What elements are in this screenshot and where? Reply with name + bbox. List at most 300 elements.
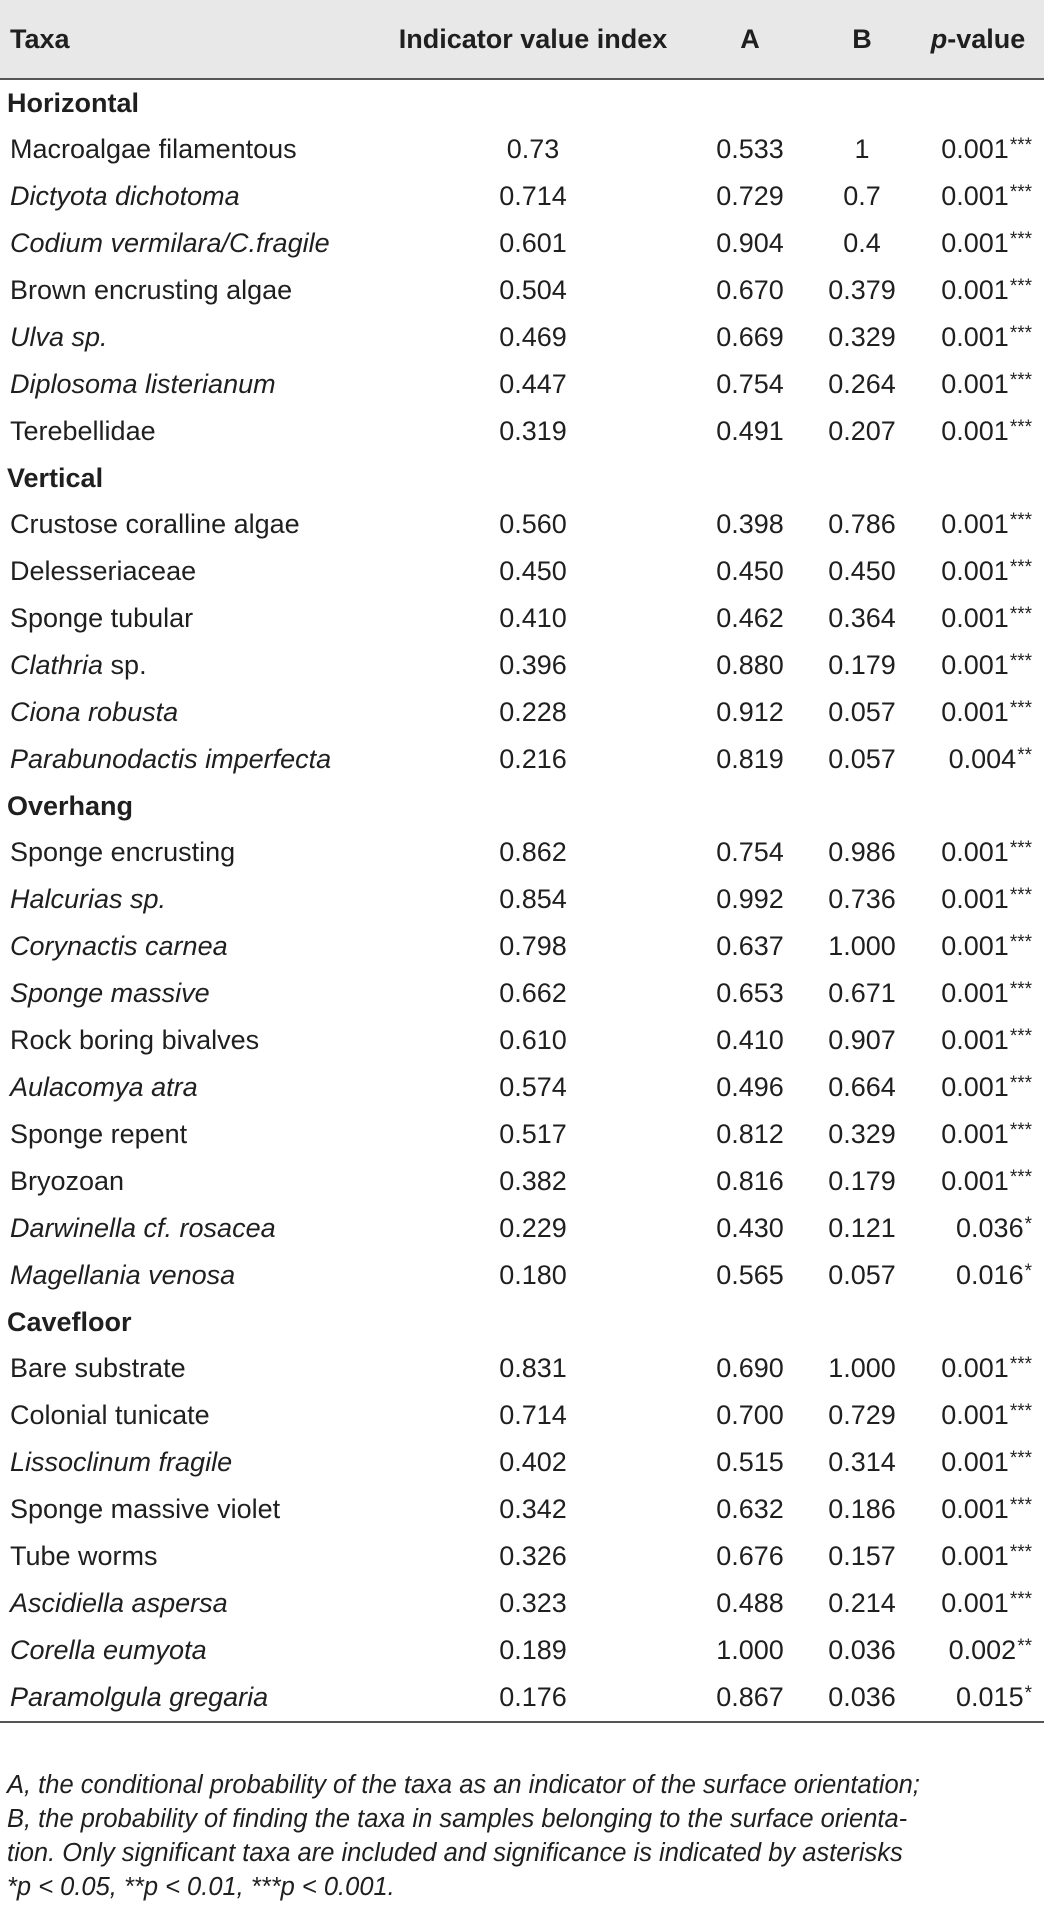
table-row bbox=[0, 970, 1044, 1017]
taxa-name: Sponge tubular bbox=[10, 603, 194, 633]
b-cell: 0.786 bbox=[828, 509, 896, 539]
significance-stars: ** bbox=[1017, 745, 1032, 766]
p-value: 0.001 bbox=[941, 978, 1009, 1008]
b-cell: 0.036 bbox=[828, 1635, 896, 1665]
p-value: 0.001 bbox=[941, 931, 1009, 961]
taxa-cell bbox=[0, 1533, 378, 1580]
b-cell: 1.000 bbox=[828, 931, 896, 961]
significance-stars: *** bbox=[1009, 370, 1032, 391]
table-row bbox=[0, 1111, 1044, 1158]
p-value-cell bbox=[912, 1252, 1044, 1299]
table-row bbox=[0, 173, 1044, 220]
ivi-cell: 0.601 bbox=[499, 228, 567, 258]
significance-stars: *** bbox=[1009, 1073, 1032, 1094]
b-cell: 0.671 bbox=[828, 978, 896, 1008]
p-value: 0.004 bbox=[948, 744, 1017, 774]
a-cell: 0.450 bbox=[716, 556, 784, 586]
a-cell: 0.700 bbox=[716, 1400, 784, 1430]
significance-stars: *** bbox=[1009, 604, 1032, 625]
header-b: B bbox=[812, 0, 912, 79]
a-cell: 0.690 bbox=[716, 1353, 784, 1383]
ivi-cell: 0.662 bbox=[499, 978, 567, 1008]
taxa-name: Ulva sp. bbox=[10, 322, 108, 352]
b-cell: 0.264 bbox=[828, 369, 896, 399]
ivi-cell: 0.574 bbox=[499, 1072, 567, 1102]
table-row bbox=[0, 642, 1044, 689]
taxa-name: Terebellidae bbox=[10, 416, 156, 446]
p-value: 0.001 bbox=[941, 1119, 1009, 1149]
ivi-cell: 0.189 bbox=[499, 1635, 567, 1665]
taxa-cell bbox=[0, 829, 378, 876]
a-cell: 0.904 bbox=[716, 228, 784, 258]
table-row bbox=[0, 1017, 1044, 1064]
taxa-cell bbox=[0, 689, 378, 736]
p-value-cell bbox=[912, 408, 1044, 455]
a-cell: 0.812 bbox=[716, 1119, 784, 1149]
a-cell: 0.729 bbox=[716, 181, 784, 211]
taxa-cell bbox=[0, 595, 378, 642]
ivi-cell: 0.714 bbox=[499, 1400, 567, 1430]
taxa-name: Aulacomya atra bbox=[10, 1072, 198, 1102]
b-cell: 0.214 bbox=[828, 1588, 896, 1618]
footnote-line-3: tion. Only significant taxa are included and significance is indicated by asterisks bbox=[7, 1839, 903, 1867]
b-cell: 0.729 bbox=[828, 1400, 896, 1430]
significance-stars: *** bbox=[1009, 1401, 1032, 1422]
significance-stars: * bbox=[1024, 1214, 1032, 1235]
taxa-name: Corella eumyota bbox=[10, 1635, 207, 1665]
significance-stars: ** bbox=[1017, 1636, 1032, 1657]
header-a: A bbox=[688, 0, 812, 79]
taxa-name: Brown encrusting algae bbox=[10, 275, 293, 305]
ivi-cell: 0.610 bbox=[499, 1025, 567, 1055]
significance-stars: * bbox=[1024, 1683, 1032, 1704]
taxa-cell bbox=[0, 1017, 378, 1064]
table-row bbox=[0, 361, 1044, 408]
table-row bbox=[0, 501, 1044, 548]
b-cell: 0.329 bbox=[828, 322, 896, 352]
section-row-vertical bbox=[0, 455, 1044, 501]
a-cell: 0.430 bbox=[716, 1213, 784, 1243]
table-row bbox=[0, 548, 1044, 595]
taxa-cell bbox=[0, 126, 378, 173]
p-value-cell bbox=[912, 1205, 1044, 1252]
taxa-cell bbox=[0, 173, 378, 220]
table-row bbox=[0, 1158, 1044, 1205]
p-value: 0.001 bbox=[941, 1025, 1009, 1055]
significance-stars: *** bbox=[1009, 1354, 1032, 1375]
p-value-cell bbox=[912, 267, 1044, 314]
table-body bbox=[0, 79, 1044, 1722]
taxa-cell bbox=[0, 970, 378, 1017]
ivi-cell: 0.450 bbox=[499, 556, 567, 586]
taxa-cell bbox=[0, 1627, 378, 1674]
taxa-cell bbox=[0, 1205, 378, 1252]
section-title: Overhang bbox=[7, 790, 134, 821]
taxa-cell bbox=[0, 1674, 378, 1722]
taxa-cell bbox=[0, 1392, 378, 1439]
p-value: 0.001 bbox=[941, 603, 1009, 633]
significance-stars: *** bbox=[1009, 417, 1032, 438]
p-value: 0.001 bbox=[941, 697, 1009, 727]
table-row bbox=[0, 1486, 1044, 1533]
p-value-cell bbox=[912, 361, 1044, 408]
p-value-cell bbox=[912, 642, 1044, 689]
taxa-cell bbox=[0, 548, 378, 595]
table-row bbox=[0, 829, 1044, 876]
p-value-cell bbox=[912, 1533, 1044, 1580]
p-value: 0.001 bbox=[941, 1447, 1009, 1477]
b-cell: 0.207 bbox=[828, 416, 896, 446]
p-value-cell bbox=[912, 173, 1044, 220]
p-value: 0.001 bbox=[941, 1166, 1009, 1196]
section-row-horizontal bbox=[0, 79, 1044, 126]
p-value-cell bbox=[912, 829, 1044, 876]
p-value: 0.001 bbox=[941, 509, 1009, 539]
table-row bbox=[0, 689, 1044, 736]
p-value: 0.001 bbox=[941, 837, 1009, 867]
p-value: 0.001 bbox=[941, 322, 1009, 352]
taxa-cell bbox=[0, 501, 378, 548]
a-cell: 0.912 bbox=[716, 697, 784, 727]
p-value: 0.001 bbox=[941, 884, 1009, 914]
ivi-cell: 0.323 bbox=[499, 1588, 567, 1618]
a-cell: 0.398 bbox=[716, 509, 784, 539]
taxa-name: Clathria bbox=[10, 650, 104, 680]
taxa-cell bbox=[0, 1064, 378, 1111]
b-cell: 0.736 bbox=[828, 884, 896, 914]
p-value-cell bbox=[912, 1158, 1044, 1205]
taxa-name: Ciona robusta bbox=[10, 697, 179, 727]
header-p-italic: p bbox=[930, 23, 948, 54]
b-cell: 0.4 bbox=[843, 228, 881, 258]
table-row bbox=[0, 1345, 1044, 1392]
b-cell: 0.157 bbox=[828, 1541, 896, 1571]
a-cell: 0.992 bbox=[716, 884, 784, 914]
b-cell: 1 bbox=[854, 134, 870, 164]
a-cell: 0.670 bbox=[716, 275, 784, 305]
ivi-cell: 0.382 bbox=[499, 1166, 567, 1196]
significance-stars: *** bbox=[1009, 885, 1032, 906]
p-value-cell bbox=[912, 548, 1044, 595]
taxa-name: Rock boring bivalves bbox=[10, 1025, 260, 1055]
table-row bbox=[0, 126, 1044, 173]
taxa-name: Sponge encrusting bbox=[10, 837, 236, 867]
taxa-cell bbox=[0, 267, 378, 314]
ivi-cell: 0.798 bbox=[499, 931, 567, 961]
b-cell: 0.121 bbox=[828, 1213, 896, 1243]
a-cell: 0.653 bbox=[716, 978, 784, 1008]
taxa-name: Crustose coralline algae bbox=[10, 509, 300, 539]
b-cell: 0.179 bbox=[828, 650, 896, 680]
a-cell: 0.496 bbox=[716, 1072, 784, 1102]
ivi-cell: 0.216 bbox=[499, 744, 567, 774]
table-row bbox=[0, 314, 1044, 361]
header-p-rest: -value bbox=[947, 23, 1026, 54]
ivi-cell: 0.180 bbox=[499, 1260, 567, 1290]
significance-stars: *** bbox=[1009, 557, 1032, 578]
ivi-cell: 0.229 bbox=[499, 1213, 567, 1243]
taxa-name: Diplosoma listerianum bbox=[10, 369, 276, 399]
taxa-cell bbox=[0, 1580, 378, 1627]
taxa-name: Darwinella cf. rosacea bbox=[10, 1213, 276, 1243]
a-cell: 0.533 bbox=[716, 134, 784, 164]
b-cell: 0.179 bbox=[828, 1166, 896, 1196]
table-row bbox=[0, 1580, 1044, 1627]
p-value: 0.015 bbox=[956, 1682, 1024, 1712]
p-value: 0.001 bbox=[941, 1494, 1009, 1524]
p-value: 0.001 bbox=[941, 650, 1009, 680]
ivi-cell: 0.176 bbox=[378, 1674, 688, 1722]
significance-stars: *** bbox=[1009, 1542, 1032, 1563]
significance-stars: *** bbox=[1009, 1495, 1032, 1516]
table-row bbox=[0, 1392, 1044, 1439]
ivi-cell: 0.560 bbox=[499, 509, 567, 539]
table-row bbox=[0, 876, 1044, 923]
table-footnote bbox=[7, 1768, 1037, 1904]
ivi-cell: 0.862 bbox=[499, 837, 567, 867]
ivi-cell: 0.854 bbox=[499, 884, 567, 914]
p-value: 0.001 bbox=[941, 556, 1009, 586]
p-value: 0.001 bbox=[941, 1072, 1009, 1102]
significance-stars: *** bbox=[1009, 1026, 1032, 1047]
p-value: 0.001 bbox=[941, 1400, 1009, 1430]
significance-stars: *** bbox=[1009, 1589, 1032, 1610]
a-cell: 0.488 bbox=[716, 1588, 784, 1618]
a-cell: 0.816 bbox=[716, 1166, 784, 1196]
p-value-cell bbox=[912, 1486, 1044, 1533]
p-value-cell bbox=[912, 1580, 1044, 1627]
a-cell: 0.819 bbox=[716, 744, 784, 774]
a-cell: 0.867 bbox=[688, 1674, 812, 1722]
taxa-name: Halcurias sp. bbox=[10, 884, 167, 914]
ivi-cell: 0.396 bbox=[499, 650, 567, 680]
table-row bbox=[0, 1533, 1044, 1580]
significance-stars: *** bbox=[1009, 979, 1032, 1000]
a-cell: 0.462 bbox=[716, 603, 784, 633]
p-value: 0.001 bbox=[941, 275, 1009, 305]
b-cell: 0.379 bbox=[828, 275, 896, 305]
b-cell: 0.450 bbox=[828, 556, 896, 586]
b-cell: 0.057 bbox=[828, 1260, 896, 1290]
ivi-cell: 0.714 bbox=[499, 181, 567, 211]
taxa-name: Codium vermilara/C.fragile bbox=[10, 228, 330, 258]
taxa-name: Lissoclinum fragile bbox=[10, 1447, 233, 1477]
p-value-cell bbox=[912, 220, 1044, 267]
p-value-cell bbox=[912, 314, 1044, 361]
p-value: 0.001 bbox=[941, 1588, 1009, 1618]
a-cell: 0.754 bbox=[716, 369, 784, 399]
a-cell: 0.565 bbox=[716, 1260, 784, 1290]
taxa-cell bbox=[0, 1439, 378, 1486]
ivi-cell: 0.469 bbox=[499, 322, 567, 352]
p-value-cell bbox=[912, 1674, 1044, 1722]
taxa-name: Macroalgae filamentous bbox=[10, 134, 297, 164]
p-value: 0.001 bbox=[941, 416, 1009, 446]
p-value: 0.001 bbox=[941, 181, 1009, 211]
significance-stars: *** bbox=[1009, 276, 1032, 297]
a-cell: 0.410 bbox=[716, 1025, 784, 1055]
section-title: Cavefloor bbox=[7, 1306, 132, 1337]
p-value: 0.001 bbox=[941, 134, 1009, 164]
taxa-cell bbox=[0, 1345, 378, 1392]
ivi-cell: 0.73 bbox=[506, 134, 560, 164]
taxa-cell bbox=[0, 408, 378, 455]
significance-stars: *** bbox=[1009, 932, 1032, 953]
section-row-overhang bbox=[0, 783, 1044, 829]
a-cell: 0.880 bbox=[716, 650, 784, 680]
p-value: 0.016 bbox=[956, 1260, 1024, 1290]
p-value-cell bbox=[912, 1392, 1044, 1439]
ivi-cell: 0.831 bbox=[499, 1353, 567, 1383]
p-value-cell bbox=[912, 689, 1044, 736]
table-row bbox=[0, 408, 1044, 455]
ivi-cell: 0.319 bbox=[499, 416, 567, 446]
ivi-cell: 0.517 bbox=[499, 1119, 567, 1149]
significance-stars: *** bbox=[1009, 135, 1032, 156]
taxa-cell bbox=[0, 1111, 378, 1158]
a-cell: 0.637 bbox=[716, 931, 784, 961]
ivi-cell: 0.410 bbox=[499, 603, 567, 633]
taxa-name: Bare substrate bbox=[10, 1353, 186, 1383]
taxa-name: Colonial tunicate bbox=[10, 1400, 210, 1430]
table-row bbox=[0, 595, 1044, 642]
p-value-cell bbox=[912, 970, 1044, 1017]
section-title: Horizontal bbox=[7, 87, 139, 118]
taxa-cell bbox=[0, 923, 378, 970]
p-value: 0.001 bbox=[941, 228, 1009, 258]
table-row bbox=[0, 736, 1044, 783]
significance-stars: *** bbox=[1009, 229, 1032, 250]
taxa-name: Paramolgula gregaria bbox=[10, 1682, 269, 1712]
a-cell: 0.491 bbox=[716, 416, 784, 446]
b-cell: 0.057 bbox=[828, 744, 896, 774]
taxa-name: Sponge repent bbox=[10, 1119, 188, 1149]
taxa-cell bbox=[0, 736, 378, 783]
p-value-cell bbox=[912, 923, 1044, 970]
significance-stars: *** bbox=[1009, 651, 1032, 672]
p-value-cell bbox=[912, 1627, 1044, 1674]
a-cell: 1.000 bbox=[716, 1635, 784, 1665]
p-value-cell bbox=[912, 1345, 1044, 1392]
taxa-name: Sponge massive violet bbox=[10, 1494, 281, 1524]
a-cell: 0.754 bbox=[716, 837, 784, 867]
a-cell: 0.669 bbox=[716, 322, 784, 352]
ivi-cell: 0.447 bbox=[499, 369, 567, 399]
taxa-suffix: sp. bbox=[103, 650, 147, 680]
taxa-name: Dictyota dichotoma bbox=[10, 181, 240, 211]
table-row bbox=[0, 220, 1044, 267]
p-value: 0.001 bbox=[941, 1541, 1009, 1571]
b-cell: 1.000 bbox=[828, 1353, 896, 1383]
table-row bbox=[0, 1064, 1044, 1111]
header-row bbox=[0, 0, 1044, 79]
p-value-cell bbox=[912, 126, 1044, 173]
taxa-cell bbox=[0, 314, 378, 361]
p-value-cell bbox=[912, 1064, 1044, 1111]
ivi-cell: 0.228 bbox=[499, 697, 567, 727]
p-value-cell bbox=[912, 1111, 1044, 1158]
header-taxa: Taxa bbox=[0, 0, 378, 79]
taxa-name: Delesseriaceae bbox=[10, 556, 197, 586]
table-row bbox=[0, 1674, 1044, 1722]
b-cell: 0.329 bbox=[828, 1119, 896, 1149]
p-value-cell bbox=[912, 1017, 1044, 1064]
significance-stars: *** bbox=[1009, 698, 1032, 719]
taxa-name: Parabunodactis imperfecta bbox=[10, 744, 332, 774]
significance-stars: *** bbox=[1009, 1167, 1032, 1188]
p-value: 0.001 bbox=[941, 1353, 1009, 1383]
b-cell: 0.986 bbox=[828, 837, 896, 867]
significance-stars: *** bbox=[1009, 1448, 1032, 1469]
significance-stars: * bbox=[1024, 1261, 1032, 1282]
table-row bbox=[0, 923, 1044, 970]
significance-stars: *** bbox=[1009, 182, 1032, 203]
ivi-cell: 0.402 bbox=[499, 1447, 567, 1477]
significance-stars: *** bbox=[1009, 323, 1032, 344]
footnote-line-1: A, the conditional probability of the taxa as an indicator of the surface orientation; bbox=[7, 1771, 920, 1799]
p-value-cell bbox=[912, 736, 1044, 783]
taxa-name: Ascidiella aspersa bbox=[10, 1588, 228, 1618]
taxa-name: Tube worms bbox=[10, 1541, 158, 1571]
p-value-cell bbox=[912, 501, 1044, 548]
taxa-cell bbox=[0, 1252, 378, 1299]
taxa-name: Bryozoan bbox=[10, 1166, 125, 1196]
a-cell: 0.515 bbox=[716, 1447, 784, 1477]
b-cell: 0.314 bbox=[828, 1447, 896, 1477]
table-row bbox=[0, 1439, 1044, 1486]
p-value: 0.036 bbox=[956, 1213, 1024, 1243]
table-row bbox=[0, 267, 1044, 314]
b-cell: 0.036 bbox=[812, 1674, 912, 1722]
footnote-line-4: *p < 0.05, **p < 0.01, ***p < 0.001. bbox=[7, 1873, 395, 1901]
section-row-cavefloor bbox=[0, 1299, 1044, 1345]
taxa-cell bbox=[0, 361, 378, 408]
b-cell: 0.907 bbox=[828, 1025, 896, 1055]
b-cell: 0.057 bbox=[828, 697, 896, 727]
table-row bbox=[0, 1252, 1044, 1299]
taxa-name: Magellania venosa bbox=[10, 1260, 236, 1290]
taxa-cell bbox=[0, 1486, 378, 1533]
a-cell: 0.676 bbox=[716, 1541, 784, 1571]
taxa-name: Sponge massive bbox=[10, 978, 210, 1008]
b-cell: 0.364 bbox=[828, 603, 896, 633]
p-value: 0.001 bbox=[941, 369, 1009, 399]
significance-stars: *** bbox=[1009, 510, 1032, 531]
taxa-name: Corynactis carnea bbox=[10, 931, 228, 961]
b-cell: 0.186 bbox=[828, 1494, 896, 1524]
ivi-cell: 0.342 bbox=[499, 1494, 567, 1524]
significance-stars: *** bbox=[1009, 838, 1032, 859]
taxa-cell bbox=[0, 642, 378, 689]
footnote-line-2: B, the probability of finding the taxa in samples belonging to the surface orienta- bbox=[7, 1805, 908, 1833]
taxa-cell bbox=[0, 220, 378, 267]
p-value-cell bbox=[912, 595, 1044, 642]
p-value-cell bbox=[912, 876, 1044, 923]
header-indicator-value-index: Indicator value index bbox=[378, 0, 688, 79]
ivi-cell: 0.504 bbox=[499, 275, 567, 305]
table-row bbox=[0, 1627, 1044, 1674]
b-cell: 0.7 bbox=[843, 181, 881, 211]
p-value-cell bbox=[912, 1439, 1044, 1486]
table-row bbox=[0, 1205, 1044, 1252]
header-p-value bbox=[912, 0, 1044, 79]
taxa-cell bbox=[0, 1158, 378, 1205]
b-cell: 0.664 bbox=[828, 1072, 896, 1102]
p-value: 0.002 bbox=[948, 1635, 1017, 1665]
table-header bbox=[0, 0, 1044, 79]
ivi-cell: 0.326 bbox=[499, 1541, 567, 1571]
a-cell: 0.632 bbox=[716, 1494, 784, 1524]
